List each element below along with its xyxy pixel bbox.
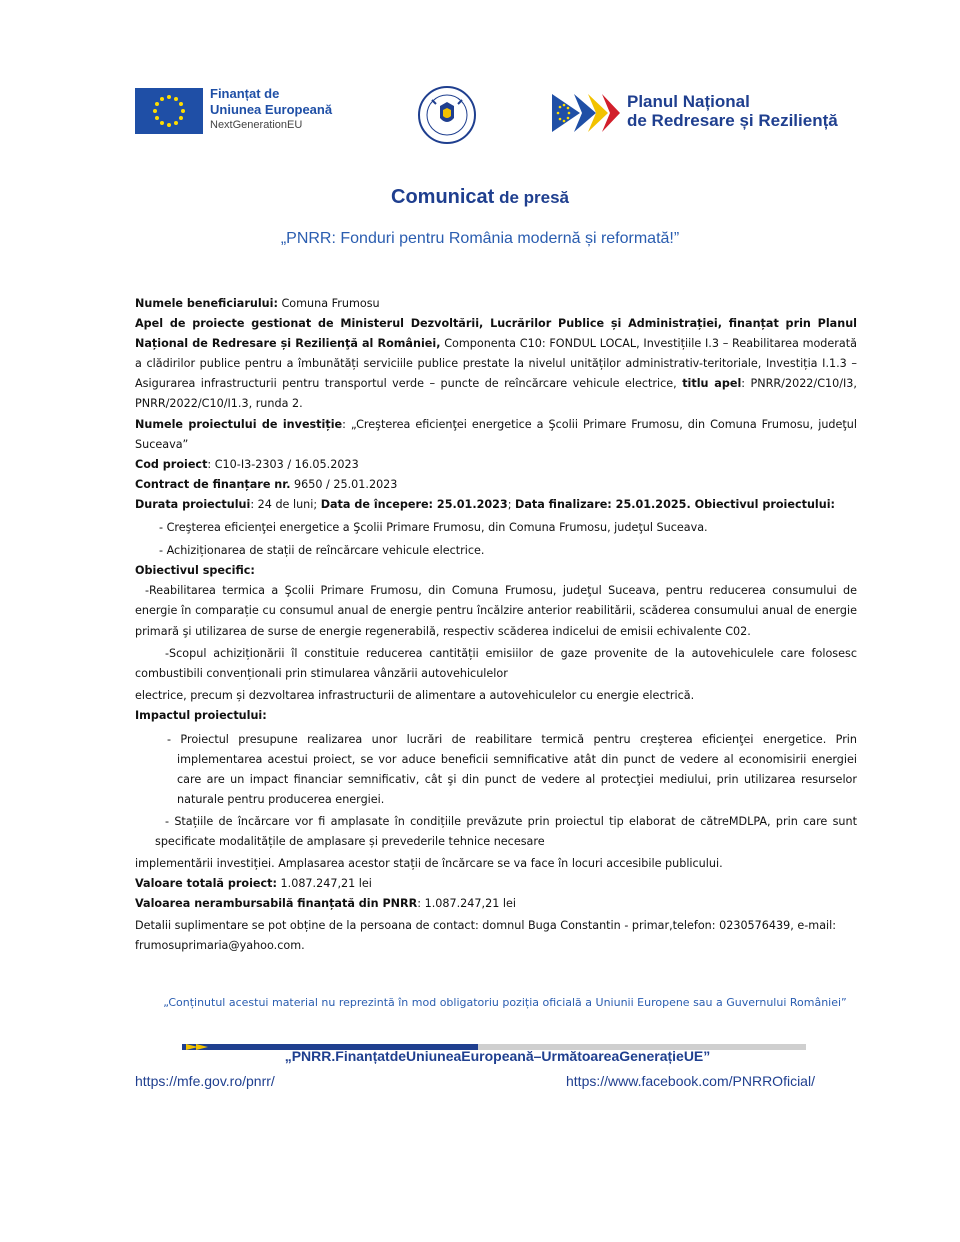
impact-paragraph-2b: implementării investiției. Amplasarea acestor stații de încărcare se va face în locuri accesibile publicului. [135, 856, 723, 870]
call-title-label: titlu apel [682, 377, 742, 391]
total-value-amount: 1.087.247,21 lei [276, 876, 372, 890]
pnrr-label [627, 92, 838, 130]
page-title [0, 186, 960, 209]
specific-objective-paragraph-1: -Reabilitarea termica a Şcolii Primare Frumosu, din Comuna Frumosu, judeţul Suceava, pentru reducerea consumului de energie în comparație cu consumul anual de energie pentru încălzire anterior reabilitării, scăderea consumului anual de energie primară şi utilizarea de surse de energie regenerabilă, respectiv scăderea indicelui de emisii echivalente C02. [135, 584, 857, 638]
page-subtitle: „PNRR: Fonduri pentru România modernă și reformată!” [280, 230, 680, 247]
call-text: Componenta C10: FONDUL LOCAL, Investițiile I.3 – Reabilitarea moderată a clădirilor publice pentru a îmbunătăți serviciile publice prestate la nivelul unităților administrativ-teritoriale, Investiția I.1.3 – Asigurarea infrastructurii pentru transportul verde – puncte de reîncărcare vehicule electrice, [135, 337, 857, 391]
call-title-value: : PNRR/2022/C10/I3, PNRR/2022/C10/I1.3, runda 2. [135, 377, 857, 411]
nonrefundable-label: Valoarea nerambursabilă finanțată din PNRR [135, 896, 418, 910]
specific-objective-paragraph-2a: -Scopul achiziționării îl constituie reducerea cantității emisiilor de gaze provenite de la autovehiculele care folosesc combustibili convenționali prin stimularea vânzării autovehiculelor [135, 646, 857, 680]
pnrr-line-1: Planul Național [627, 92, 750, 111]
footer-divider-bar [182, 1036, 806, 1044]
press-release-body [135, 294, 857, 956]
title-bold: Comunicat [391, 186, 495, 208]
contract-line [135, 475, 857, 495]
eu-flag-logo [135, 88, 203, 134]
eu-line-2: Uniunea Europeană [210, 102, 333, 117]
government-seal-logo [418, 86, 476, 144]
eu-funding-label [210, 86, 332, 133]
total-value-label: Valoare totală proiect: [135, 876, 277, 890]
project-code-value: : C10-I3-2303 / 16.05.2023 [207, 457, 359, 471]
project-name-label: Numele proiectului de investiție [135, 417, 343, 431]
pnrr-logo [552, 94, 620, 132]
pnrr-slogan: „PNRR.FinanțatdeUniuneaEuropeană–UrmătoareaGenerațieUE” [284, 1048, 711, 1064]
impact-paragraph-1: - Proiectul presupune realizarea unor lucrări de reabilitare termică pentru creşterea eficienţei energetice. Prin implementarea acestui proiect, se vor aduce beneficii semnificative atât din punct de vedere al economisirii energiei care are un impact financiar semnificativ, cât şi din punct de vedere al protecţiei mediului, prin utilizarea resurselor naturale pentru producerea energiei. [167, 732, 857, 807]
disclaimer-text: „Conținutul acestui material nu reprezintă în mod obligatoriu poziția oficială a Uniunii Europene sau a Guvernului României” [163, 996, 847, 1009]
objective-bullet-2: - Achiziționarea de stații de reîncărcare vehicule electrice. [159, 544, 485, 558]
duration-value: : 24 de luni; [250, 497, 321, 511]
pnrr-line-2: de Redresare și Reziliență [627, 111, 838, 130]
date-separator: ; [507, 497, 516, 511]
objective-bullet-1: - Creşterea eficienţei energetice a Şcolii Primare Frumosu, din Comuna Frumosu, judeţul Suceava. [159, 521, 708, 535]
call-paragraph [135, 314, 857, 414]
contract-value: 9650 / 25.01.2023 [290, 477, 398, 491]
project-name-value: : „Creşterea eficienţei energetice a Şcolii Primare Frumosu, din Comuna Frumosu, judeţul Suceava” [135, 417, 857, 451]
project-name-line [135, 415, 857, 455]
duration-line [135, 495, 857, 515]
end-date: Data finalizare: 25.01.2025. [515, 497, 691, 511]
nonrefundable-amount: : 1.087.247,21 lei [417, 896, 516, 910]
impact-paragraph-2a: - Stațiile de încărcare vor fi amplasate în condițiile prevăzute prin proiectul tip elaborat de cătreMDLPA, prin care sunt specificate modalitățile de amplasare și prevederile tehnice necesare [155, 815, 857, 849]
title-rest: de presă [494, 188, 569, 207]
duration-label: Durata proiectului [135, 497, 251, 511]
total-value-line [135, 874, 857, 894]
beneficiary-value: Comuna Frumosu [277, 297, 380, 310]
eu-line-3: NextGenerationEU [210, 119, 303, 131]
facebook-link[interactable]: https://www.facebook.com/PNRROficial/ [566, 1073, 815, 1089]
project-code-label: Cod proiect [135, 457, 208, 471]
beneficiary-line [135, 294, 857, 314]
impact-label: Impactul proiectului: [135, 708, 267, 722]
specific-objective-paragraph-2b: electrice, precum și dezvoltarea infrastructurii de alimentare a autovehiculelor cu energie electrică. [135, 688, 695, 702]
mfe-link[interactable]: https://mfe.gov.ro/pnrr/ [135, 1073, 275, 1089]
objective-label: Obiectivul proiectului: [690, 497, 836, 511]
eu-line-1: Finanțat de [210, 86, 280, 101]
call-label: Apel de proiecte gestionat de Ministerul Dezvoltării, Lucrărilor Publice și Administrației, finanțat prin Planul Național de Redresare și Rezilienţă al României, [135, 317, 857, 351]
contract-label: Contract de finanțare nr. [135, 477, 291, 491]
start-date: Data de începere: 25.01.2023 [320, 497, 508, 511]
nonrefundable-line [135, 894, 857, 914]
contact-details: Detalii suplimentare se pot obține de la persoana de contact: domnul Buga Constantin - primar,telefon: 0230576439, e-mail: frumosuprimaria@yahoo.com. [135, 918, 837, 952]
beneficiary-label: Numele beneficiarului: [135, 297, 278, 310]
specific-objective-label: Obiectivul specific: [135, 564, 255, 578]
project-code-line [135, 455, 857, 475]
